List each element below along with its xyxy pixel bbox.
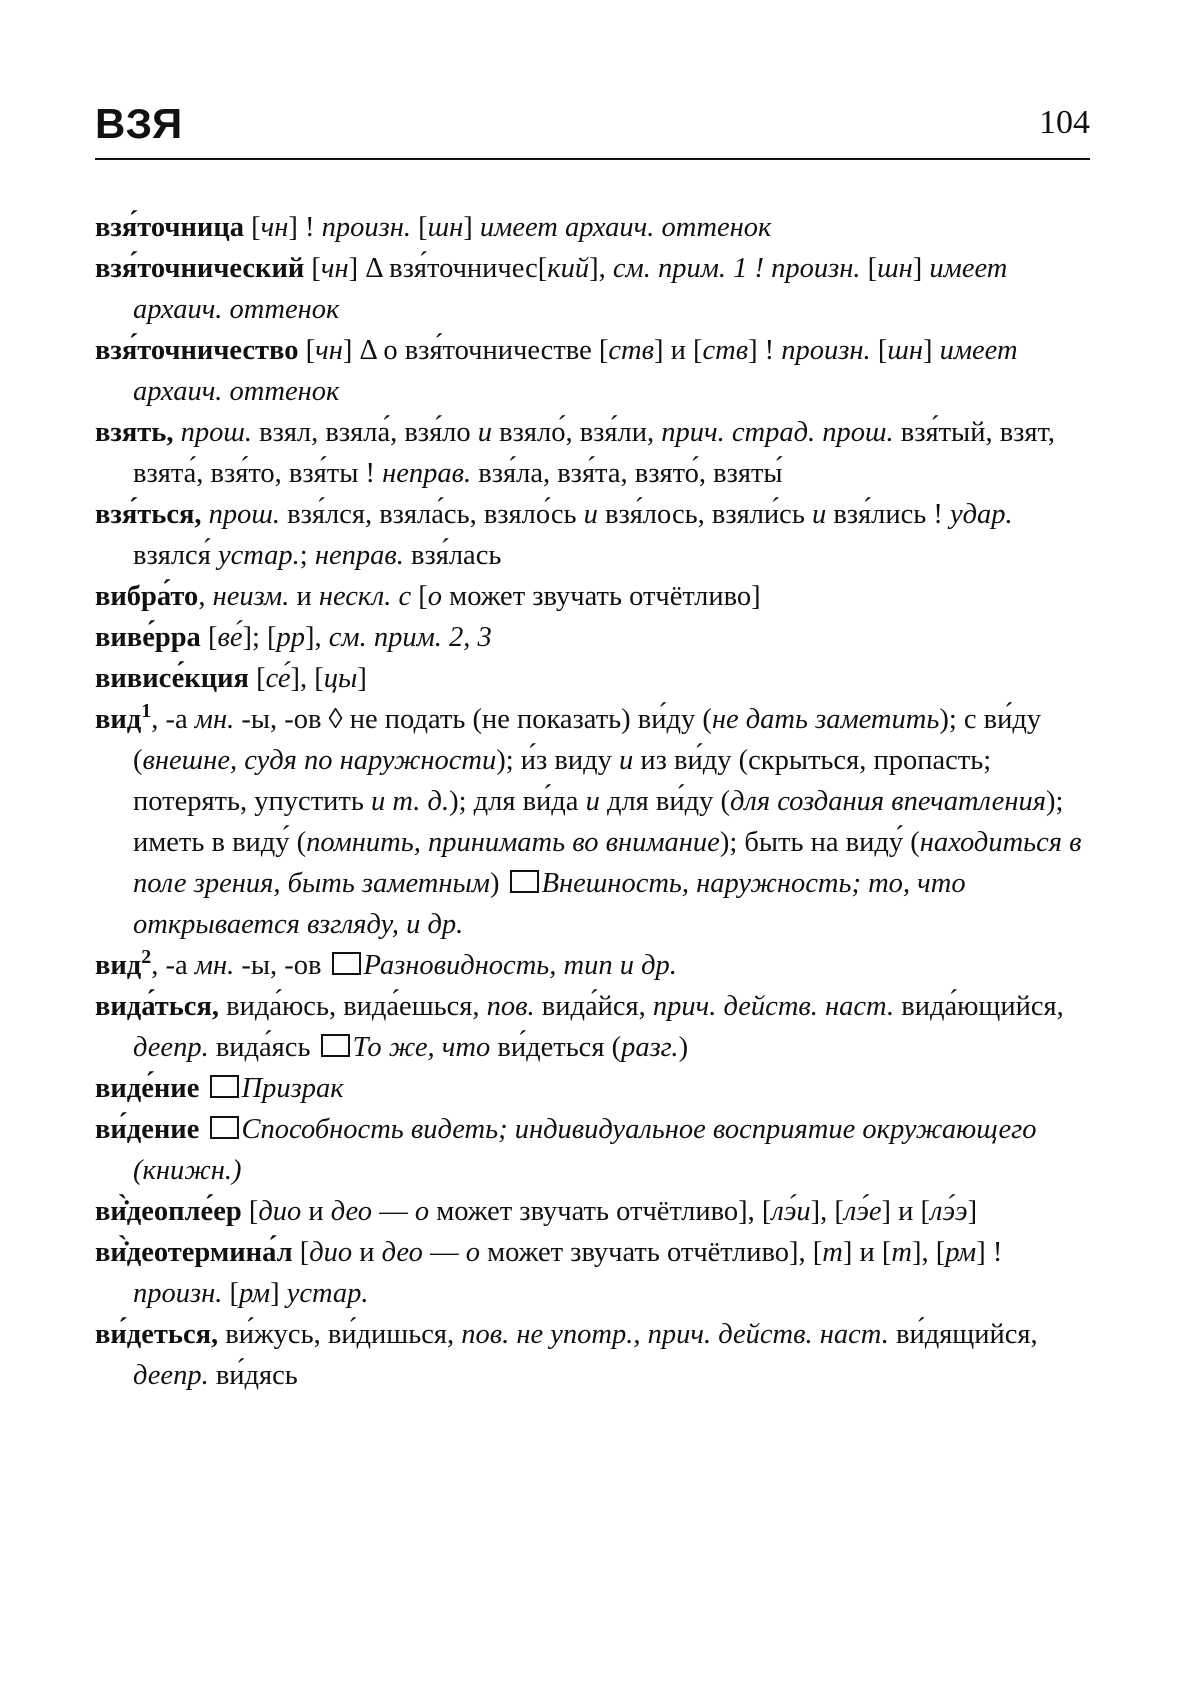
headword: вид bbox=[95, 950, 142, 981]
definition-box-icon bbox=[210, 1116, 239, 1139]
headword: ви̇̀деопле́ер bbox=[95, 1196, 242, 1227]
entry-vidatsya: вида́ться, вида́юсь, вида́ешься, пов. вида́йся, прич. действ. наст. вида́ющийся, деепр. вида́ясь То же, что ви́деться (разг.) bbox=[95, 991, 1064, 1063]
headword: ви̇̀деотермина́л bbox=[95, 1237, 293, 1268]
entry-videopleer: ви̇̀деопле́ер [дио и део — о может звучать отчётливо], [лэ́и], [лэ́е] и [лэ́э] bbox=[95, 1196, 978, 1227]
headword: виде́ние bbox=[95, 1073, 200, 1104]
headword: взя́точничество bbox=[95, 335, 299, 366]
definition-box-icon bbox=[210, 1075, 239, 1098]
entry-vzyat: взять, прош. взял, взяла́, взя́ло и взяло́, взя́ли, прич. страд. прош. взя́тый, взят, взята́, взя́то, взя́ты ! неправ. взя́ла, взя́та, взято́, взяты́ bbox=[95, 417, 1055, 489]
entry-videtsya: ви́деться, ви́жусь, ви́дишься, пов. не употр., прич. действ. наст. ви́дящийся, деепр. ви́дясь bbox=[95, 1319, 1038, 1391]
headword: взять, bbox=[95, 417, 174, 448]
entry-vid-2: вид$^2$, -а мн. -ы, -ов Разновидность, тип и др. bbox=[95, 946, 677, 981]
page-header bbox=[95, 96, 1090, 160]
headword: ви́дение bbox=[95, 1114, 200, 1145]
headword: вида́ться, bbox=[95, 991, 220, 1022]
definition-box-icon bbox=[321, 1034, 350, 1057]
entry-vzyatochnichestvo: взя́точничество [чн] Δ о взя́точничестве [ств] и [ств] ! произн. [шн] имеет архаич. оттенок bbox=[95, 335, 1018, 407]
entry-videnie-vision: ви́дение Способность видеть; индивидуальное восприятие окружающего (книжн.) bbox=[95, 1114, 1037, 1186]
entry-vzyatochnicheskiy: взя́точнический [чн] Δ взя́точничес[кий], см. прим. 1 ! произн. [шн] имеет архаич. оттенок bbox=[95, 253, 1008, 325]
entry-vivisektsiya: вивисе́кция [се́], [цы] bbox=[95, 663, 367, 694]
entry-vibrato: вибра́то, неизм. и нескл. с [о может звучать отчётливо] bbox=[95, 581, 761, 612]
entry-vid-1: вид$^1$, -а мн. -ы, -ов ◊ не подать (не показать) ви́ду (не дать заметить); с ви́ду (внешне, судя по наружности); и́з виду и из ви́ду (скрыться, пропасть; потерять, упустить и т. д.); для ви́да и для ви́ду (для создания впечатления); иметь в виду́ (помнить, принимать во внимание); быть на виду́ (находиться в поле зрения, быть заметным) Внешность, наружность; то, что открывается взгляду, и др. bbox=[95, 700, 1082, 940]
definition-box-icon bbox=[510, 870, 539, 893]
entries-list bbox=[95, 207, 1093, 1396]
definition-box-icon bbox=[332, 952, 361, 975]
entry-viverra: виве́рра [ве́]; [рр], см. прим. 2, 3 bbox=[95, 622, 492, 653]
headword: взя́точница bbox=[95, 212, 244, 243]
entry-vzyatsya: взя́ться, прош. взя́лся, взяла́сь, взяло́сь и взя́лось, взяли́сь и взя́лись ! удар. взялся́ устар.; неправ. взя́лась bbox=[95, 499, 1013, 571]
page-number: 104 bbox=[1039, 104, 1090, 141]
entry-videnie-apparition: виде́ние Призрак bbox=[95, 1073, 344, 1104]
headword: ви́деться, bbox=[95, 1319, 219, 1350]
headword: вид bbox=[95, 704, 142, 735]
headword: взя́ться, bbox=[95, 499, 202, 530]
headword: взя́точнический bbox=[95, 253, 305, 284]
entry-vzyatochnitsa: взя́точница [чн] ! произн. [шн] имеет архаич. оттенок bbox=[95, 212, 772, 243]
guide-word: ВЗЯ bbox=[95, 100, 184, 147]
headword: вивисе́кция bbox=[95, 663, 249, 694]
entry-videoterminal: ви̇̀деотермина́л [дио и део — о может звучать отчётливо], [т] и [т], [рм] ! произн. [рм] устар. bbox=[95, 1237, 1003, 1309]
headword: вибра́то bbox=[95, 581, 199, 612]
headword: виве́рра bbox=[95, 622, 201, 653]
